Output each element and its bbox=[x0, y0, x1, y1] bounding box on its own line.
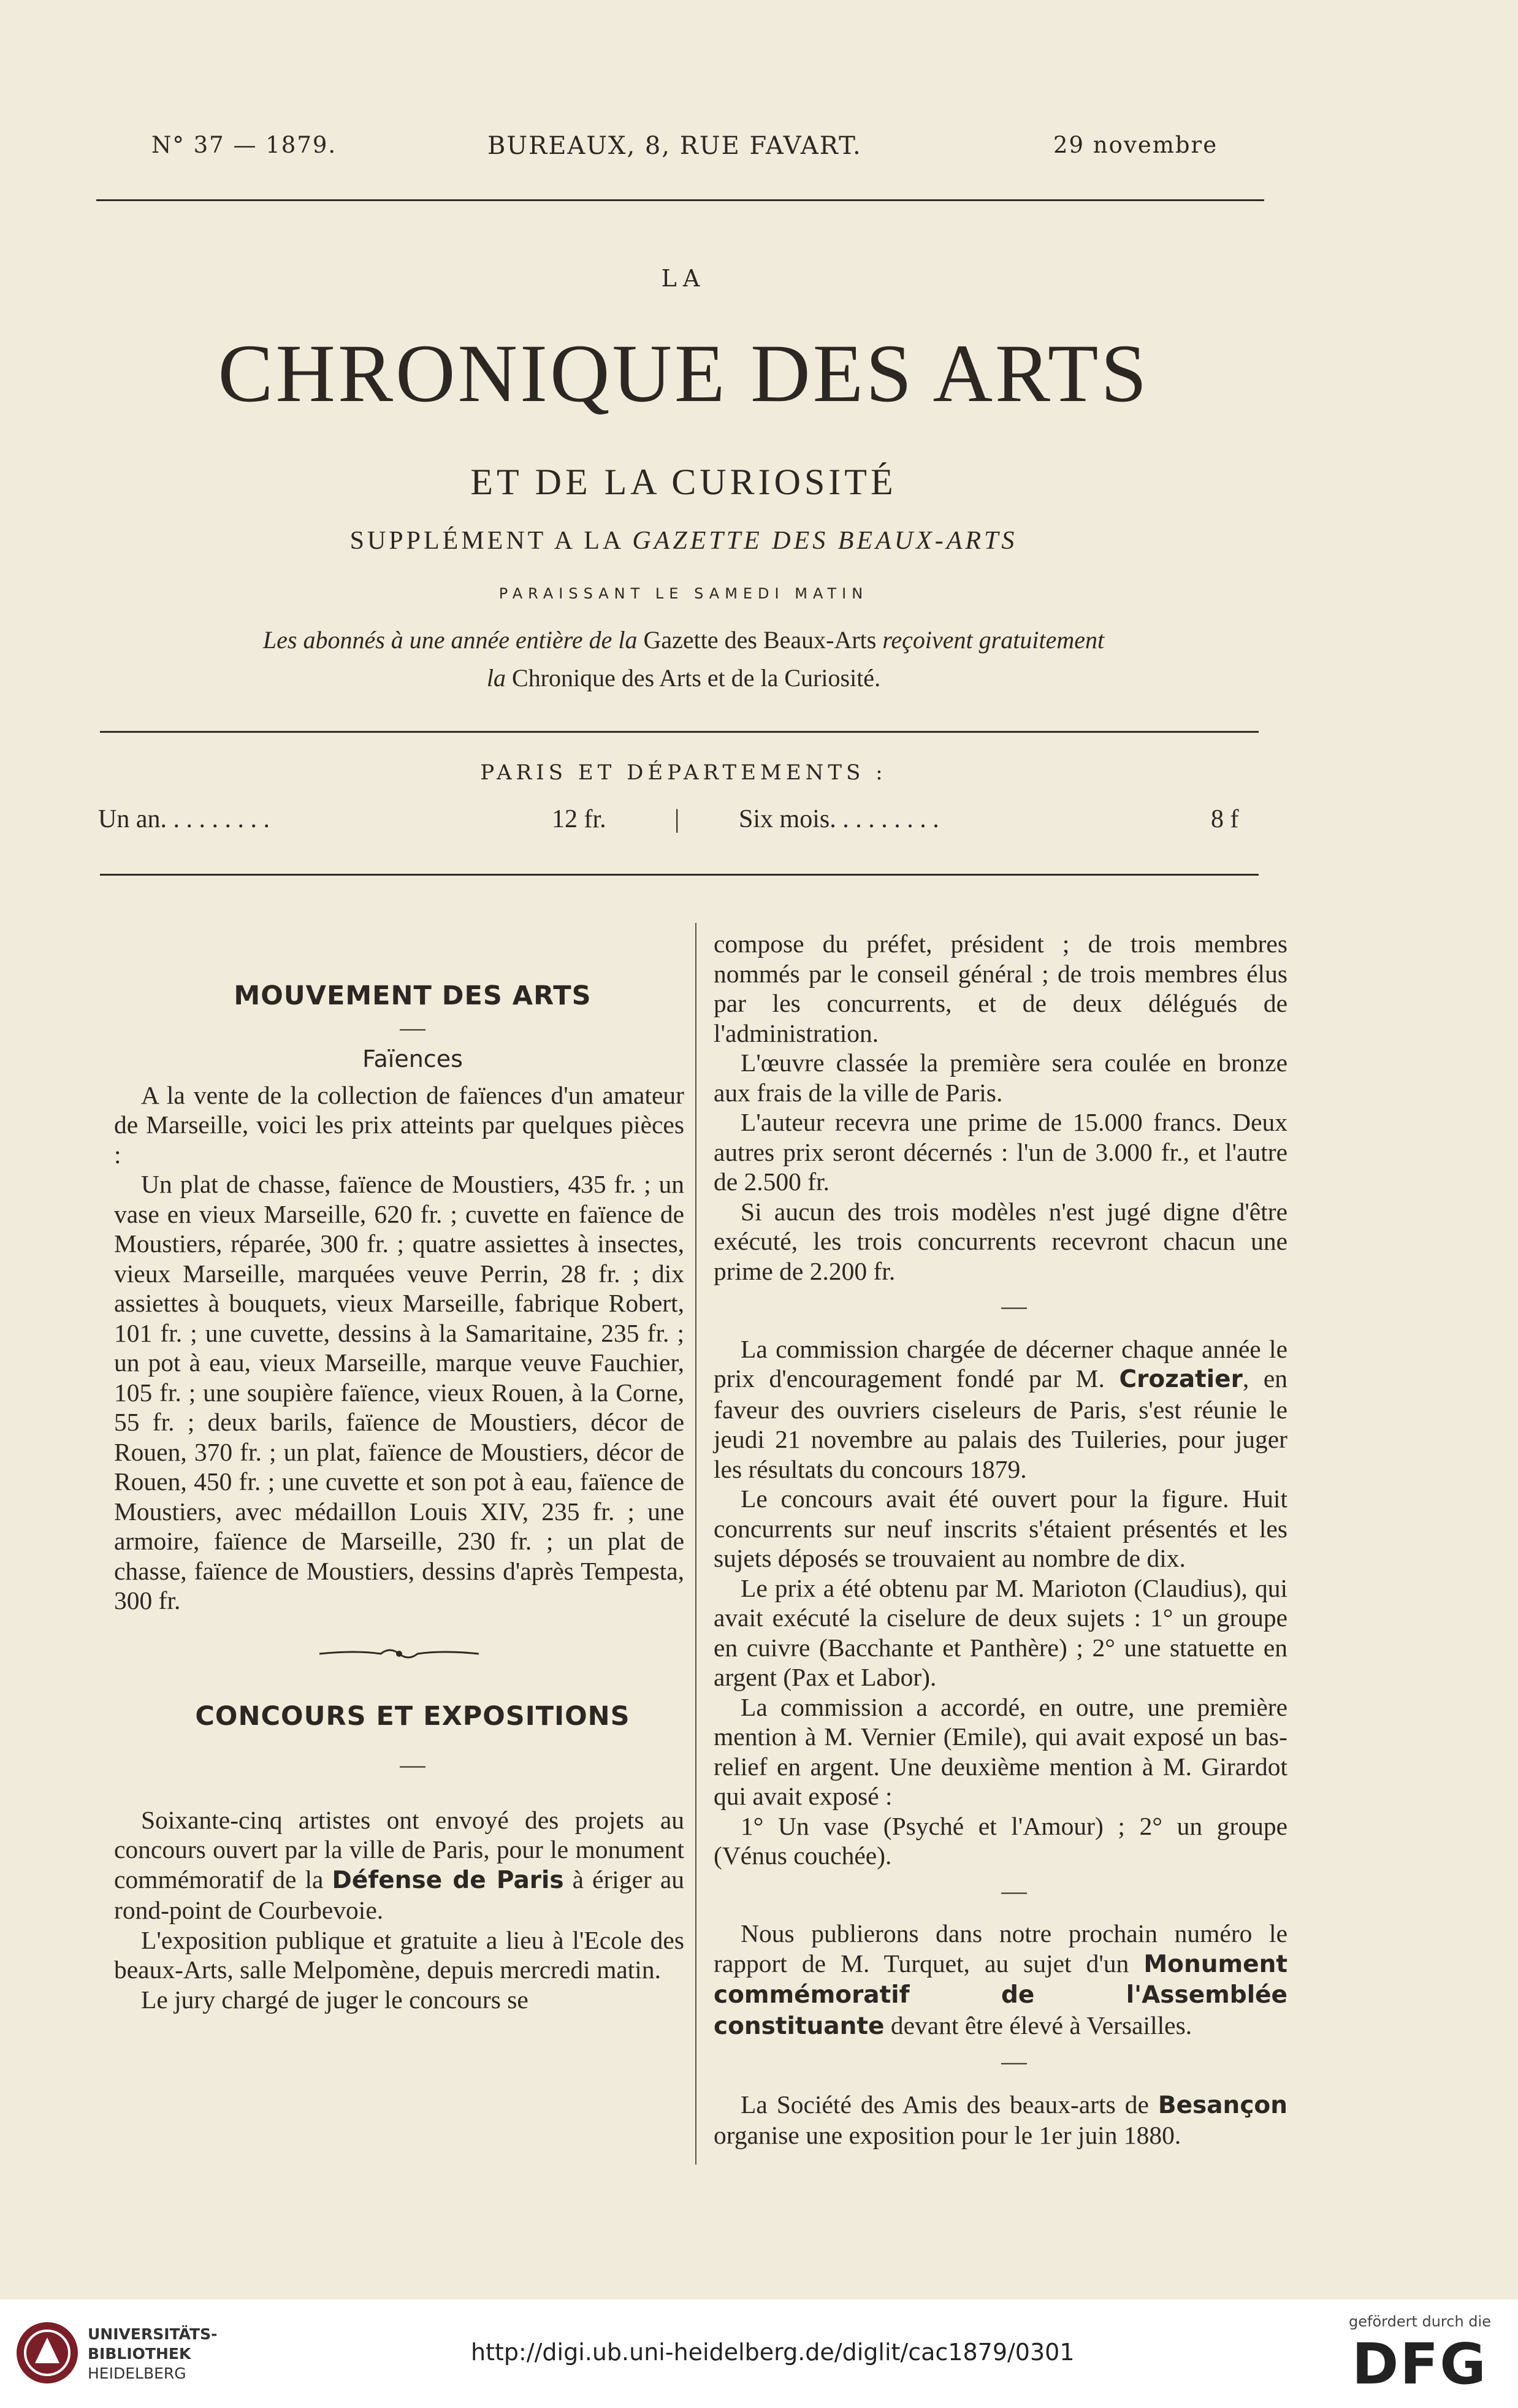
paragraph bbox=[114, 1805, 684, 1925]
section-dash: — bbox=[1001, 2047, 1027, 2075]
notice-text: Les abonnés à une année entière de la bbox=[262, 626, 638, 654]
paragraph: L'exposition publique et gratuite a lieu à l'Ecole des beaux-Arts, salle Melpomène, depuis mercredi matin. bbox=[114, 1925, 684, 1984]
paragraph: Le prix a été obtenu par M. Marioton (Claudius), qui avait exécuté la ciselure de deux sujets : 1° un groupe en cuivre (Bacchante et Panthère) ; 2° une statuette en argent (Pax et Labor). bbox=[714, 1573, 1287, 1691]
emphasis: Crozatier bbox=[1119, 1366, 1243, 1393]
masthead-title: CHRONIQUE DES ARTS bbox=[218, 328, 1150, 419]
emphasis: Défense de Paris bbox=[332, 1866, 564, 1894]
half-year-price: 8 f bbox=[1211, 805, 1239, 833]
paragraph: compose du préfet, président ; de trois membres nommés par le conseil général ; de trois membres élus par les concurrents, et de deux délégués de l'administration. bbox=[714, 930, 1287, 1047]
section-dash: — bbox=[400, 1012, 425, 1041]
text: Soixante-cinq artistes ont envoyé des projets au concours ouvert par la ville de Paris, pour le monument commémoratif de la bbox=[114, 1805, 684, 1894]
supplement-journal: GAZETTE DES BEAUX-ARTS bbox=[632, 527, 1018, 555]
text: La commission chargée de décerner chaque année le prix d'encouragement fondé par M. bbox=[714, 1334, 1287, 1393]
office-address: BUREAUX, 8, RUE FAVART. bbox=[487, 132, 862, 160]
text: Nous publierons dans notre prochain numéro le rapport de M. Turquet, au sujet d'un bbox=[714, 1919, 1287, 1978]
masthead-subtitle: ET DE LA CURIOSITÉ bbox=[470, 462, 897, 502]
digitization-footer bbox=[0, 2299, 1518, 2408]
column-divider bbox=[695, 923, 696, 2165]
subscriber-notice-1 bbox=[92, 625, 1275, 654]
paragraph: L'auteur recevra une prime de 15.000 francs. Deux autres prix seront décernés : l'un de 3.000 fr., et l'autre de 2.500 fr. bbox=[714, 1108, 1287, 1196]
paragraph: La commission a accordé, en outre, une première mention à M. Vernier (Emile), qui avait exposé un bas-relief en argent. Une deuxième mention à M. Girardot qui avait exposé : bbox=[714, 1692, 1287, 1810]
funded-by-label: gefördert durch die bbox=[1349, 2313, 1491, 2330]
subsection-heading-faiences: Faïences bbox=[362, 1045, 463, 1072]
paragraph: 1° Un vase (Psyché et l'Amour) ; 2° un groupe (Vénus couchée). bbox=[714, 1811, 1287, 1870]
paragraph: A la vente de la collection de faïences d'un amateur de Marseille, voici les prix atteints par quelques pièces : bbox=[114, 1080, 684, 1169]
masthead-rule bbox=[100, 731, 1259, 733]
library-name-1: UNIVERSITÄTS- bbox=[88, 2325, 218, 2343]
left-column bbox=[114, 981, 684, 2014]
section-dash: — bbox=[1001, 1291, 1027, 1320]
text: organise une exposition pour le 1er juin 1880. bbox=[714, 2121, 1181, 2149]
supplement-line bbox=[92, 526, 1275, 556]
issue-date: 29 novembre bbox=[1053, 132, 1218, 158]
text: , en faveur des ouvriers ciseleurs de Paris, s'est réunie le jeudi 21 novembre au palais des Tuileries, pour juger les résultats du concours 1879. bbox=[714, 1364, 1288, 1483]
subscription-heading: PARIS ET DÉPARTEMENTS : bbox=[480, 760, 887, 785]
paragraph: Le jury chargé de juger le concours se bbox=[141, 1985, 528, 2014]
subscriber-notice-2 bbox=[92, 663, 1275, 692]
price-separator: | bbox=[674, 805, 680, 833]
paragraph bbox=[714, 2090, 1287, 2150]
dfg-logo: DFG bbox=[1352, 2331, 1487, 2397]
library-name-3: HEIDELBERG bbox=[88, 2364, 186, 2382]
paragraph: Un plat de chasse, faïence de Moustiers, 435 fr. ; un vase en vieux Marseille, 620 fr. ; cuvette en faïence de Moustiers, réparée, 300 fr. ; quatre assiettes à insectes, vieux Marseille, marquées veuve Perrin, 28 fr. ; dix assiettes à bouquets, vieux Marseille, fabrique Robert, 101 fr. ; une cuvette, dessins à la Samaritaine, 235 fr. ; un pot à eau, vieux Marseille, marque veuve Fauchier, 105 fr. ; une soupière faïence, vieux Rouen, à la Corne, 55 fr. ; deux barils, faïence de Moustiers, décor de Rouen, 370 fr. ; un plat, faïence de Moustiers, décor de Rouen, 450 fr. ; une cuvette et son pot à eau, faïence de Moustiers, avec médaillon Louis XIV, 235 fr. ; une armoire, faïence de Marseille, 230 fr. ; un plat de chasse, faïence de Moustiers, dessins d'après Tempesta, 300 fr. bbox=[114, 1170, 684, 1615]
text: devant être élevé à Versailles. bbox=[890, 2011, 1192, 2039]
notice-text: reçoivent gratuitement bbox=[882, 626, 1105, 654]
library-name-2: BIBLIOTHEK bbox=[88, 2345, 191, 2363]
ornament-divider bbox=[313, 1642, 485, 1666]
university-seal-icon bbox=[13, 2319, 81, 2387]
masthead-article: LA bbox=[661, 265, 706, 292]
issue-number: N° 37 — 1879. bbox=[151, 132, 337, 158]
section-heading-mouvement: MOUVEMENT DES ARTS bbox=[234, 980, 592, 1011]
frequency-line: PARAISSANT LE SAMEDI MATIN bbox=[498, 585, 869, 602]
paragraph bbox=[714, 1334, 1287, 1485]
paragraph: Si aucun des trois modèles n'est jugé digne d'être exécuté, les trois concurrents recevront chacun une prime de 2.200 fr. bbox=[714, 1197, 1287, 1285]
emphasis: Monument commémoratif de l'Assemblée constituante bbox=[714, 1950, 1287, 2040]
text: La Société des Amis des beaux-arts de bbox=[741, 2090, 1149, 2119]
section-dash: — bbox=[1001, 1876, 1027, 1905]
notice-journal: Gazette des Beaux-Arts bbox=[643, 626, 877, 654]
section-dash: — bbox=[400, 1750, 425, 1778]
supplement-prefix: SUPPLÉMENT A LA bbox=[349, 527, 623, 555]
notice-journal: Chronique des Arts et de la Curiosité. bbox=[512, 664, 881, 692]
subscription-rule bbox=[100, 874, 1259, 876]
paragraph: Le concours avait été ouvert pour la figure. Huit concurrents sur neuf inscrits s'étaient présentés et les sujets déposés se trouvaient au nombre de dix. bbox=[714, 1485, 1287, 1572]
paragraph: L'œuvre classée la première sera coulée en bronze aux frais de la ville de Paris. bbox=[714, 1049, 1287, 1107]
emphasis: Besançon bbox=[1158, 2091, 1287, 2119]
source-url[interactable]: http://digi.ub.uni-heidelberg.de/diglit/cac1879/0301 bbox=[471, 2339, 1075, 2366]
text: à ériger au rond-point de Courbevoie. bbox=[114, 1865, 684, 1924]
paragraph bbox=[714, 1919, 1287, 2041]
year-label: Un an. . . . . . . . . bbox=[98, 805, 270, 833]
section-heading-concours: CONCOURS ET EXPOSITIONS bbox=[195, 1700, 630, 1732]
notice-text: la bbox=[486, 664, 506, 692]
right-column bbox=[714, 929, 1287, 2150]
header-rule bbox=[96, 199, 1264, 201]
year-price: 12 fr. bbox=[552, 805, 606, 833]
half-year-label: Six mois. . . . . . . . . bbox=[739, 805, 939, 833]
